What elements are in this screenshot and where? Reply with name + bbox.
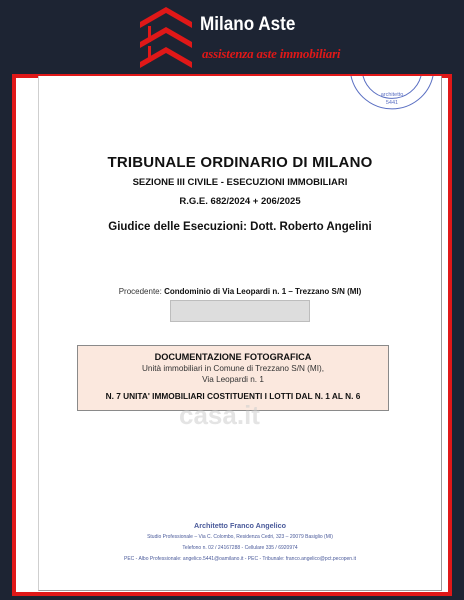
- stamp-line1: architetto: [380, 92, 404, 98]
- court-section: SEZIONE III CIVILE - ESECUZIONI IMMOBILIARI: [132, 177, 348, 188]
- box-lots: N. 7 UNITA' IMMOBILIARI COSTITUENTI I LOTTI DAL N. 1 AL N. 6: [105, 391, 361, 401]
- footer-architect-name: Architetto Franco Angelico: [194, 521, 286, 530]
- judge-name: Giudice delle Esecuzioni: Dott. Roberto Angelini: [108, 221, 372, 233]
- plaintiff-value: Condominio di Via Leopardi n. 1 – Trezzano S/N (MI): [164, 287, 362, 296]
- court-title: TRIBUNALE ORDINARIO DI MILANO: [107, 154, 373, 171]
- house-logo-icon: [140, 4, 200, 70]
- document-page: [38, 76, 442, 591]
- footer-studio-address: Studio Professionale – Via C. Colombo, Residenza Cedri, 323 – 20079 Basiglio (MI): [147, 534, 333, 540]
- footer-pec: PEC - Albo Professionale: angelico.5441@oamilano.it - PEC - Tribunale: franco.angelico@pct.pecopen.it: [124, 556, 356, 562]
- header-banner: [0, 0, 464, 72]
- redacted-field: [170, 300, 310, 322]
- footer-phone: Telefono n. 02 / 24167288 - Cellulare 335 / 6920974: [182, 545, 298, 551]
- case-number: R.G.E. 682/2024 + 206/2025: [179, 196, 301, 207]
- stamp-line2: 5441: [385, 100, 399, 106]
- box-address-line2: Via Leopardi n. 1: [202, 375, 264, 384]
- plaintiff-line: [39, 287, 441, 296]
- watermark: casa.it: [179, 400, 260, 430]
- brand-name: Milano Aste: [200, 14, 296, 35]
- box-address-line1: Unità immobiliari in Comune di Trezzano S/N (MI),: [142, 364, 324, 373]
- brand-tagline: assistenza aste immobiliari: [202, 46, 341, 61]
- plaintiff-label: Procedente:: [118, 287, 162, 296]
- architect-stamp-icon: [349, 76, 435, 132]
- box-title: DOCUMENTAZIONE FOTOGRAFICA: [154, 352, 312, 362]
